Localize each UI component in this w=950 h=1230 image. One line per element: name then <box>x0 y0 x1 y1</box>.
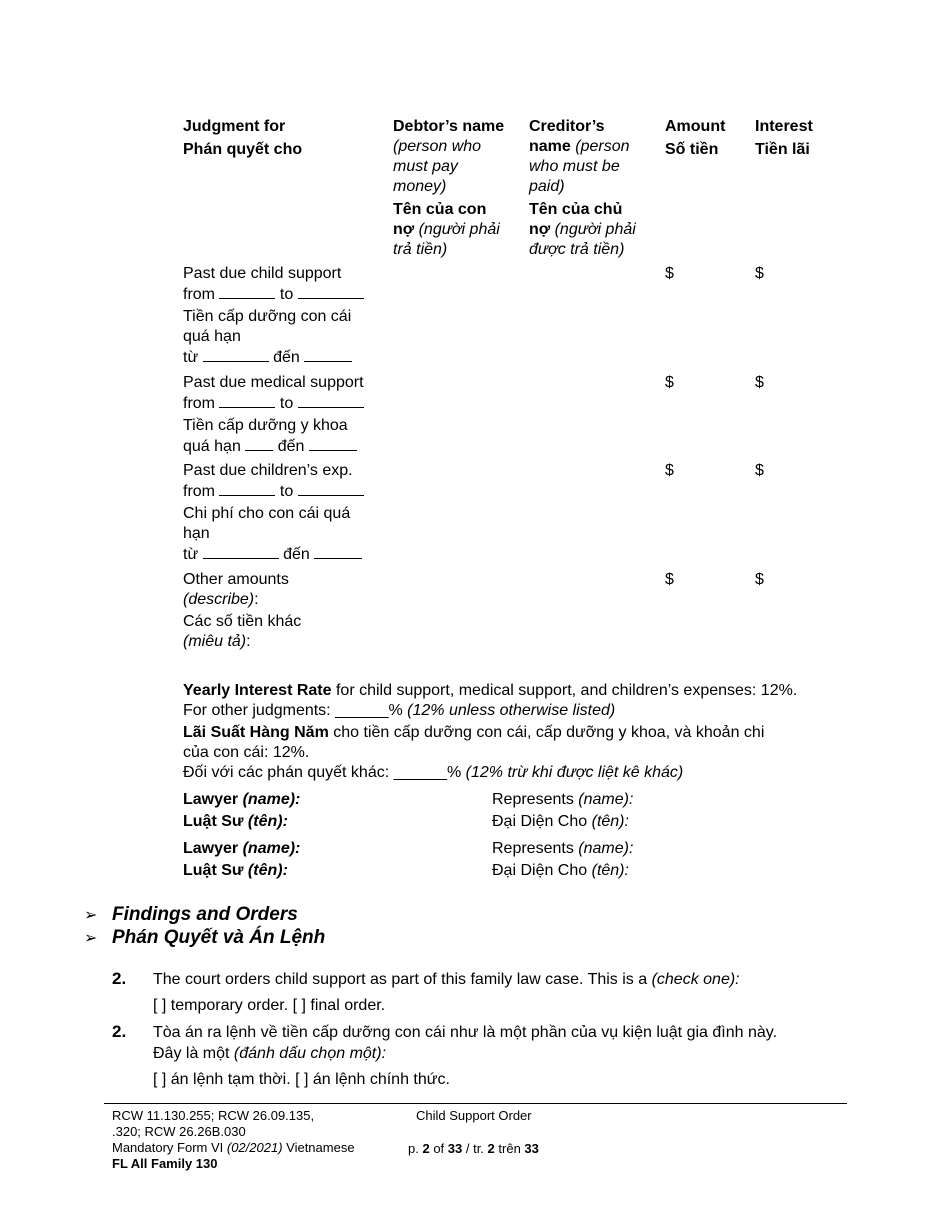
row3-vi-line2: hạn <box>183 525 210 542</box>
interest-vi-rest: cho tiền cấp dưỡng con cái, cấp dưỡng y khoa, và khoản chi <box>328 724 765 741</box>
header-debtor-vi-line <box>393 220 518 240</box>
item-2-vi-number: 2. <box>112 1022 127 1041</box>
represents-1-en <box>492 790 633 810</box>
lawyer-2-vi-it: (tên): <box>247 862 288 879</box>
row4-describe-colon: : <box>254 591 259 608</box>
header-creditor-desc-en-b2: paid) <box>529 178 565 195</box>
footer-of: of <box>429 1141 448 1156</box>
lawyer-2-vi-bold: Luật Sư <box>183 862 248 879</box>
item-2-vi-main: Tòa án ra lệnh về tiền cấp dưỡng con cái như là một phần của vụ kiện luật gia đình này. <box>153 1024 778 1041</box>
row3-vi-line1: Chi phí cho con cái quá <box>183 505 351 522</box>
interest-en-rest: for child support, medical support, and children’s expenses: 12%. <box>331 682 798 699</box>
interest-rate-block <box>183 681 863 783</box>
header-interest-vi: Tiền lãi <box>755 141 810 158</box>
interest-vi-line <box>183 723 863 743</box>
lawyer-1-en <box>183 790 300 810</box>
item-2-vi-options[interactable]: [ ] án lệnh tạm thời. [ ] án lệnh chính thức. <box>153 1071 450 1088</box>
findings-en-title: Findings and Orders <box>112 904 298 925</box>
row3-to-blank[interactable] <box>298 481 364 496</box>
footer-form-line <box>112 1140 355 1156</box>
row2-vi-line2: quá hạn <box>183 438 241 455</box>
interest-en-line <box>183 681 863 701</box>
represents-1-vi-text: Đại Diện Cho <box>492 813 592 830</box>
row4-en-line1: Other amounts <box>183 571 289 588</box>
row4-en-line2 <box>183 590 383 610</box>
footer-form-date: (02/2021) <box>226 1140 283 1155</box>
item-2-en-check-one: (check one): <box>651 971 740 988</box>
header-debtor <box>393 117 518 260</box>
interest-vi-other-b: (12% trừ khi được liệt kê khác) <box>465 764 684 781</box>
header-amount-vi: Số tiền <box>665 141 719 158</box>
header-creditor-name-vi: Tên của chủ <box>529 201 623 218</box>
footer-rcw-line2: .320; RCW 26.26B.030 <box>112 1124 246 1139</box>
row1-den-label: đến <box>273 349 300 366</box>
footer-rcw-line1: RCW 11.130.255; RCW 26.09.135, <box>112 1108 315 1123</box>
row3-en-range <box>183 481 383 502</box>
row3-vi-range <box>183 544 383 565</box>
lawyer-1-en-bold: Lawyer <box>183 791 243 808</box>
row1-from-blank[interactable] <box>219 284 275 299</box>
item-2-en-number: 2. <box>112 969 127 988</box>
footer-page-total-vi: 33 <box>524 1141 539 1156</box>
header-amount <box>665 117 725 160</box>
findings-vi-title: Phán Quyết và Án Lệnh <box>112 927 326 948</box>
item-2-vi-text <box>153 1022 843 1090</box>
header-creditor-desc-vi-b: được trả tiền) <box>529 241 625 258</box>
row3-tu-blank[interactable] <box>203 544 279 559</box>
lawyer-2-label <box>183 839 300 881</box>
represents-2-vi <box>492 861 633 881</box>
row2-to-blank[interactable] <box>298 393 364 408</box>
row2-interest: $ <box>755 374 764 391</box>
row2-from-blank[interactable] <box>219 393 275 408</box>
header-amount-en: Amount <box>665 118 726 135</box>
header-debtor-desc-en-2: must pay <box>393 158 458 175</box>
row3-to-label: to <box>279 483 294 500</box>
represents-1-label <box>492 790 633 832</box>
lawyer-2-vi <box>183 861 300 881</box>
row1-en-line1: Past due child support <box>183 265 342 282</box>
row3-den-label: đến <box>283 546 310 563</box>
header-debtor-desc-en-3: money) <box>393 178 447 195</box>
header-creditor-vi-line <box>529 220 654 240</box>
row3-amount: $ <box>665 462 674 479</box>
interest-en-other-b: (12% unless otherwise listed) <box>407 702 616 719</box>
represents-2-label <box>492 839 633 881</box>
row3-interest: $ <box>755 462 764 479</box>
row4-vi-line1: Các số tiền khác <box>183 613 302 630</box>
item-2-vi-line2 <box>153 1043 843 1064</box>
footer-page-number <box>408 1141 539 1157</box>
lawyer-1-vi <box>183 812 300 832</box>
row4-mieu-ta: (miêu tả) <box>183 633 247 650</box>
footer-form-code: FL All Family 130 <box>112 1156 218 1171</box>
interest-vi-other <box>183 763 863 783</box>
lawyer-1-en-it: (name): <box>242 791 301 808</box>
row-other-amounts <box>183 570 383 652</box>
footer-page-total: 33 <box>447 1141 463 1156</box>
row3-from-label: from <box>183 483 215 500</box>
interest-vi-other-a: Đối với các phán quyết khác: ______% <box>183 764 466 781</box>
header-interest-en: Interest <box>755 118 813 135</box>
item-2-vi-check-one: (đánh dấu chọn một): <box>233 1045 387 1062</box>
row2-den-blank[interactable] <box>309 436 357 451</box>
row3-den-blank[interactable] <box>314 544 362 559</box>
represents-2-vi-text: Đại Diện Cho <box>492 862 592 879</box>
represents-1-vi <box>492 812 633 832</box>
footer-left <box>112 1108 355 1172</box>
footer-tren: trên <box>494 1141 525 1156</box>
footer-form-b: Vietnamese <box>282 1140 355 1155</box>
footer-tr: / tr. <box>462 1141 488 1156</box>
lawyer-row-2 <box>183 839 883 881</box>
interest-en-other-a: For other judgments: ______% <box>183 702 408 719</box>
row2-den-label: đến <box>277 438 305 455</box>
represents-1-en-text: Represents <box>492 791 579 808</box>
interest-en-other <box>183 701 863 721</box>
header-debtor-name-vi: Tên của con <box>393 201 487 218</box>
header-creditor-name-vi-b: nợ <box>529 221 551 238</box>
row-past-due-medical-support <box>183 373 383 457</box>
header-creditor-desc-vi-a: (người phải <box>550 221 636 238</box>
row2-en-line1: Past due medical support <box>183 374 364 391</box>
header-debtor-desc-vi-b: trả tiền) <box>393 241 448 258</box>
row3-tu-label: từ <box>183 546 199 563</box>
represents-2-en-it: (name): <box>578 840 634 857</box>
header-debtor-desc-vi-a: (người phải <box>414 221 500 238</box>
represents-2-en-text: Represents <box>492 840 579 857</box>
row1-vi-line2: quá hạn <box>183 328 241 345</box>
represents-1-en-it: (name): <box>578 791 634 808</box>
row3-from-blank[interactable] <box>219 481 275 496</box>
row1-tu-blank[interactable] <box>203 347 269 362</box>
row2-vi-line1: Tiền cấp dưỡng y khoa <box>183 417 348 434</box>
lawyer-1-vi-bold: Luật Sư <box>183 813 248 830</box>
footer-page-num-vi: 2 <box>487 1141 495 1156</box>
section-findings-vi <box>84 926 325 950</box>
row1-from-label: from <box>183 286 215 303</box>
item-2-vi-text2: Đây là một <box>153 1045 234 1062</box>
row2-from-label: from <box>183 395 215 412</box>
header-creditor-desc-en-a: (person <box>570 138 630 155</box>
footer-page-num: 2 <box>422 1141 430 1156</box>
row1-interest: $ <box>755 265 764 282</box>
header-interest <box>755 117 813 160</box>
header-creditor-desc-en-b1: who must be <box>529 158 620 175</box>
interest-en-bold: Yearly Interest Rate <box>183 682 332 699</box>
row4-describe: (describe) <box>183 591 255 608</box>
footer-form-a: Mandatory Form VI <box>112 1140 227 1155</box>
row1-to-blank[interactable] <box>298 284 364 299</box>
header-judgment-for-vi: Phán quyết cho <box>183 141 303 158</box>
header-debtor-name-en: Debtor’s name <box>393 118 505 135</box>
header-debtor-name-vi-b: nợ <box>393 221 415 238</box>
row2-vi-range <box>183 436 383 457</box>
row2-amount: $ <box>665 374 674 391</box>
item-2-en-line <box>153 969 853 990</box>
lawyer-row-1 <box>183 790 883 832</box>
item-2-en-options[interactable]: [ ] temporary order. [ ] final order. <box>153 997 386 1014</box>
arrow-bullet-icon: ➢ <box>84 930 98 947</box>
row1-amount: $ <box>665 265 674 282</box>
row1-vi-range <box>183 347 383 368</box>
header-creditor <box>529 117 654 260</box>
header-creditor-name-en-b: name <box>529 138 571 155</box>
row1-tu-label: từ <box>183 349 199 366</box>
header-debtor-desc-en-1: (person who <box>393 138 482 155</box>
represents-2-vi-it: (tên): <box>591 862 629 879</box>
lawyer-1-label <box>183 790 300 832</box>
section-findings-en <box>84 903 298 927</box>
header-judgment-for <box>183 117 302 160</box>
row-past-due-child-support <box>183 264 383 368</box>
lawyer-1-vi-it: (tên): <box>247 813 288 830</box>
row4-interest: $ <box>755 571 764 588</box>
row4-amount: $ <box>665 571 674 588</box>
header-creditor-en-line <box>529 137 654 157</box>
row1-vi-line1: Tiền cấp dưỡng con cái <box>183 308 352 325</box>
footer-divider <box>104 1103 847 1104</box>
header-creditor-name-en-a: Creditor’s <box>529 118 605 135</box>
lawyer-2-en-it: (name): <box>242 840 301 857</box>
row2-en-range <box>183 393 383 414</box>
footer-p: p. <box>408 1141 423 1156</box>
arrow-bullet-icon: ➢ <box>84 907 98 924</box>
item-2-en-text <box>153 969 853 1016</box>
row1-to-label: to <box>279 286 294 303</box>
interest-vi-bold: Lãi Suất Hàng Năm <box>183 724 329 741</box>
row-past-due-childrens-exp <box>183 461 383 565</box>
row2-to-label: to <box>279 395 294 412</box>
lawyer-2-en-bold: Lawyer <box>183 840 243 857</box>
row4-mieu-ta-colon: : <box>246 633 251 650</box>
interest-vi-rest2: của con cái: 12%. <box>183 744 310 761</box>
row2-qua-han-blank[interactable] <box>245 436 273 451</box>
row4-vi-line2 <box>183 632 383 652</box>
lawyer-2-en <box>183 839 300 859</box>
represents-2-en <box>492 839 633 859</box>
row1-den-blank[interactable] <box>304 347 352 362</box>
footer-title: Child Support Order <box>416 1108 532 1123</box>
header-judgment-for-en: Judgment for <box>183 118 286 135</box>
row1-en-range <box>183 284 383 305</box>
item-2-en-main: The court orders child support as part of this family law case. This is a <box>153 971 652 988</box>
represents-1-vi-it: (tên): <box>591 813 629 830</box>
row3-en-line1: Past due children’s exp. <box>183 462 353 479</box>
